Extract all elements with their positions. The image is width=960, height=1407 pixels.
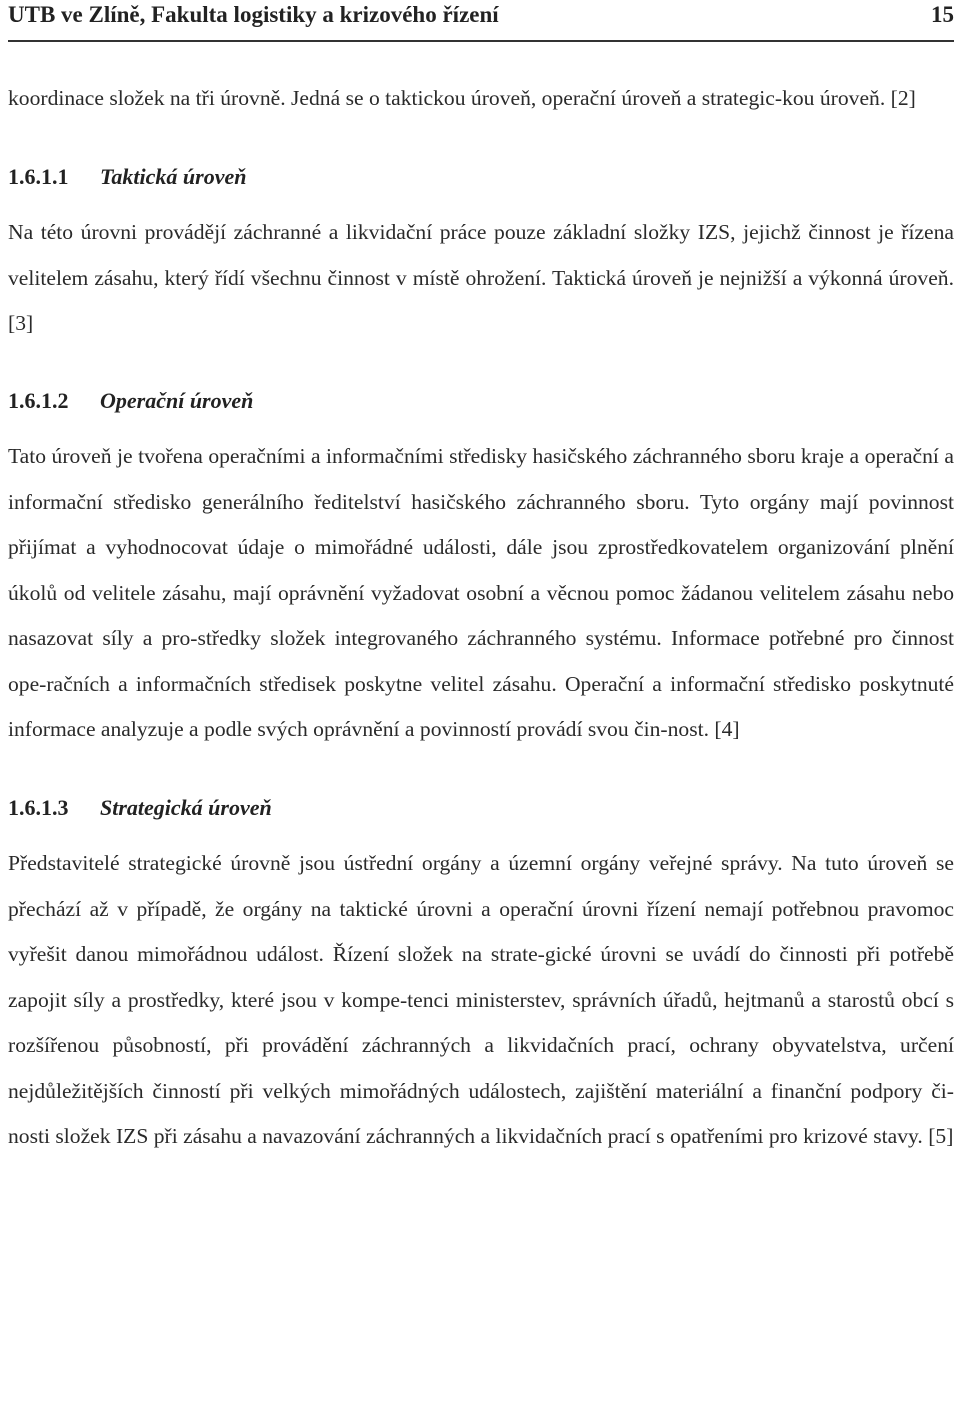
section-title: Operační úroveň — [100, 387, 254, 413]
page-number: 15 — [931, 2, 954, 27]
section-paragraph-operacni: Tato úroveň je tvořena operačními a informačními středisky hasičského záchranného sboru kraje a operační a informační středisko generálního ředitelství hasičského záchranného sboru. Tyto orgány mají povinnost přijímat a vyhodnocovat údaje o mimořádné události, dále jsou zprostředkovatelem organizování plnění úkolů od velitele zásahu, mají oprávnění vyžadovat osobní a věcnou pomoc žádanou velitelem zásahu nebo nasazovat síly a pro-středky složek integrovaného záchranného systému. Informace potřebné pro činnost ope-račních a informačních středisek poskytne velitel zásahu. Operační a informační středisko poskytnuté informace analyzuje a podle svých oprávnění a povinností provádí svou čin-nost. [4] — [8, 444, 954, 741]
section-number: 1.6.1.1 — [8, 163, 69, 189]
section-heading-strategicka — [8, 785, 954, 831]
section-title: Taktická úroveň — [100, 163, 247, 189]
section-title: Strategická úroveň — [100, 794, 272, 820]
section-paragraph-taktick: Na této úrovni provádějí záchranné a likvidační práce pouze základní složky IZS, jejichž činnost je řízena velitelem zásahu, který řídí všechnu činnost v místě ohrožení. Taktická úroveň je nejnižší a výkonná úroveň. [3] — [8, 220, 954, 335]
section-paragraph-strategicka: Představitelé strategické úrovně jsou ústřední orgány a územní orgány veřejné správy. Na tuto úroveň se přechází až v případě, že orgány na taktické úrovni a operační úrovni řízení nemají potřebnou pravomoc vyřešit danou mimořádnou událost. Řízení složek na strate-gické úrovni se uvádí do činnosti při potřebě zapojit síly a prostředky, které jsou v kompe-tenci ministerstev, správních úřadů, hejtmanů a starostů obcí s rozšířenou působností, při provádění záchranných a likvidačních prací, ochrany obyvatelstva, určení nejdůležitějších činností při velkých mimořádných událostech, zajištění materiální a finanční podpory či-nosti složek IZS při zásahu a navazování záchranných a likvidačních prací s opatřeními pro krizové stavy. [5] — [8, 851, 954, 1148]
header-title: UTB ve Zlíně, Fakulta logistiky a krizového řízení — [8, 2, 499, 27]
running-header — [8, 0, 954, 42]
section-heading-operacni — [8, 378, 954, 424]
document-page — [8, 0, 954, 1160]
intro-paragraph: koordinace složek na tři úrovně. Jedná se o taktickou úroveň, operační úroveň a strategic-kou úroveň. [2] — [8, 86, 916, 110]
section-heading-taktick — [8, 154, 954, 200]
section-number: 1.6.1.3 — [8, 794, 69, 820]
section-number: 1.6.1.2 — [8, 387, 69, 413]
